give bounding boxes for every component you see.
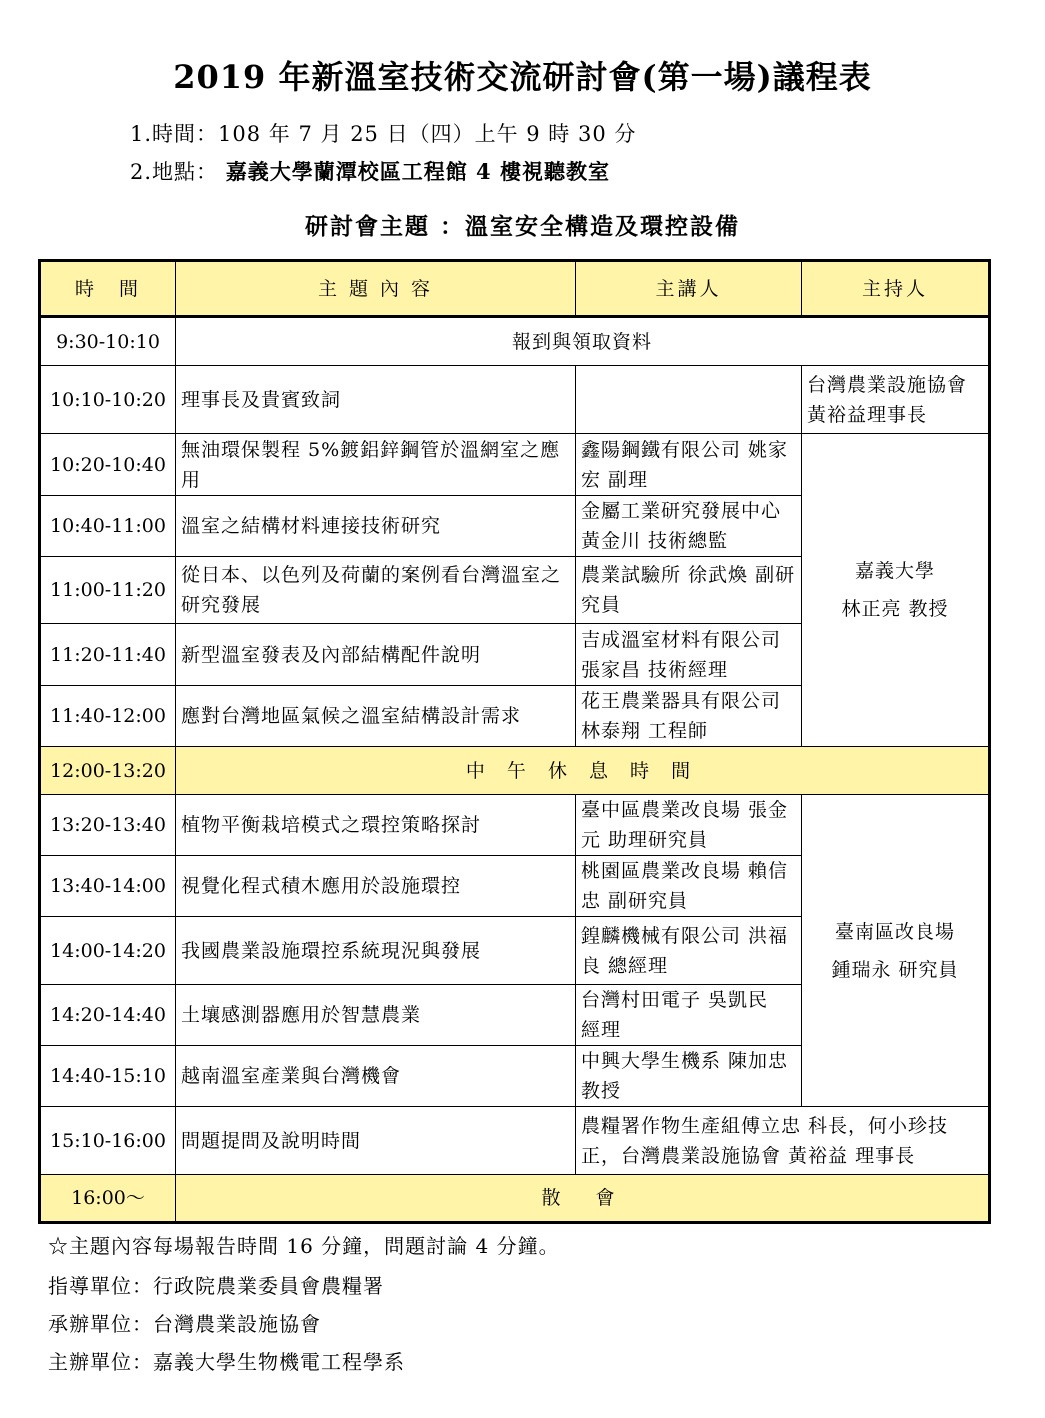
row-topic: 問題提問及說明時間 xyxy=(176,1107,576,1175)
header-time: 時 間 xyxy=(40,261,176,317)
row-speaker: 吉成溫室材料有限公司 張家昌 技術經理 xyxy=(576,624,802,686)
row-speaker: 金屬工業研究發展中心 黃金川 技術總監 xyxy=(576,496,802,557)
moderator-name: 鍾瑞永 研究員 xyxy=(831,958,959,981)
row-span-text: 散 會 xyxy=(176,1175,990,1223)
table-row xyxy=(40,747,990,795)
row-topic: 溫室之結構材料連接技術研究 xyxy=(176,496,576,557)
row-time: 13:40-14:00 xyxy=(40,856,176,917)
footer-guidance: 指導單位：行政院農業委員會農糧署 xyxy=(48,1274,384,1298)
seminar-theme: 研討會主題 ：溫室安全構造及環控設備 xyxy=(304,213,740,240)
row-time: 13:20-13:40 xyxy=(40,795,176,856)
footer-note: ☆主題內容每場報告時間 16 分鐘，問題討論 4 分鐘。 xyxy=(48,1234,560,1258)
row-time: 14:00-14:20 xyxy=(40,917,176,985)
row-topic: 植物平衡栽培模式之環控策略探討 xyxy=(176,795,576,856)
table-row xyxy=(40,1107,990,1175)
moderator-affiliation: 嘉義大學 xyxy=(854,560,935,582)
row-time: 12:00-13:20 xyxy=(40,747,176,795)
row-topic: 土壤感測器應用於智慧農業 xyxy=(176,985,576,1046)
row-speaker: 中興大學生機系 陳加忠 教授 xyxy=(576,1046,802,1107)
place-value: 嘉義大學蘭潭校區工程館 4 樓視聽教室 xyxy=(225,159,610,184)
agenda-table xyxy=(38,259,991,1224)
table-row xyxy=(40,366,990,434)
row-topic: 無油環保製程 5%鍍鋁鋅鋼管於溫網室之應用 xyxy=(176,434,576,496)
event-time xyxy=(130,118,636,148)
row-time: 9:30-10:10 xyxy=(40,317,176,366)
row-topic: 我國農業設施環控系統現況與發展 xyxy=(176,917,576,985)
row-span-text: 中 午 休 息 時 間 xyxy=(176,747,990,795)
time-value: 108 年 7 月 25 日（四）上午 9 時 30 分 xyxy=(218,122,637,146)
page-title: 2019 年新溫室技術交流研討會(第一場)議程表 xyxy=(173,58,872,96)
moderator-affiliation: 臺南區改良場 xyxy=(834,920,955,943)
row-time: 15:10-16:00 xyxy=(40,1107,176,1175)
row-speaker: 花王農業器具有限公司 林泰翔 工程師 xyxy=(576,686,802,747)
place-label: 2.地點： xyxy=(130,160,219,184)
row-moderator: 台灣農業設施協會 黃裕益理事長 xyxy=(802,366,990,434)
header-speaker: 主講人 xyxy=(576,261,802,317)
row-time: 16:00～ xyxy=(40,1175,176,1223)
row-time: 10:10-10:20 xyxy=(40,366,176,434)
table-header-row xyxy=(40,261,990,317)
row-topic: 視覺化程式積木應用於設施環控 xyxy=(176,856,576,917)
row-topic: 新型溫室發表及內部結構配件說明 xyxy=(176,624,576,686)
row-speaker-moderator: 農糧署作物生產組傅立忠 科長，何小珍技正，台灣農業設施協會 黃裕益 理事長 xyxy=(576,1107,990,1175)
row-time: 11:40-12:00 xyxy=(40,686,176,747)
header-moderator: 主持人 xyxy=(802,261,990,317)
row-speaker: 鑫陽鋼鐵有限公司 姚家宏 副理 xyxy=(576,434,802,496)
moderator-name: 林正亮 教授 xyxy=(841,598,949,620)
row-time: 14:20-14:40 xyxy=(40,985,176,1046)
table-row xyxy=(40,1175,990,1223)
table-row xyxy=(40,317,990,366)
row-time: 10:20-10:40 xyxy=(40,434,176,496)
table-row xyxy=(40,434,990,496)
row-topic: 越南溫室產業與台灣機會 xyxy=(176,1046,576,1107)
row-time: 11:00-11:20 xyxy=(40,557,176,624)
row-span-text: 報到與領取資料 xyxy=(176,317,990,366)
header-topic: 主 題 內 容 xyxy=(176,261,576,317)
row-time: 11:20-11:40 xyxy=(40,624,176,686)
row-speaker: 農業試驗所 徐武煥 副研究員 xyxy=(576,557,802,624)
row-speaker: 臺中區農業改良場 張金元 助理研究員 xyxy=(576,795,802,856)
table-row xyxy=(40,795,990,856)
row-time: 14:40-15:10 xyxy=(40,1046,176,1107)
moderator-morning xyxy=(802,434,990,747)
row-time: 10:40-11:00 xyxy=(40,496,176,557)
row-speaker xyxy=(576,366,802,434)
event-place xyxy=(130,156,610,186)
row-topic: 理事長及貴賓致詞 xyxy=(176,366,576,434)
row-topic: 應對台灣地區氣候之溫室結構設計需求 xyxy=(176,686,576,747)
row-speaker: 鍠麟機械有限公司 洪福良 總經理 xyxy=(576,917,802,985)
footer-host: 主辦單位：嘉義大學生物機電工程學系 xyxy=(48,1350,405,1374)
row-speaker: 桃園區農業改良場 賴信忠 副研究員 xyxy=(576,856,802,917)
footer-organizer: 承辦單位：台灣農業設施協會 xyxy=(48,1312,321,1336)
time-label: 1.時間： xyxy=(130,122,219,146)
row-speaker: 台灣村田電子 吳凱民 經理 xyxy=(576,985,802,1046)
moderator-afternoon xyxy=(802,795,990,1107)
row-topic: 從日本、以色列及荷蘭的案例看台灣溫室之研究發展 xyxy=(176,557,576,624)
